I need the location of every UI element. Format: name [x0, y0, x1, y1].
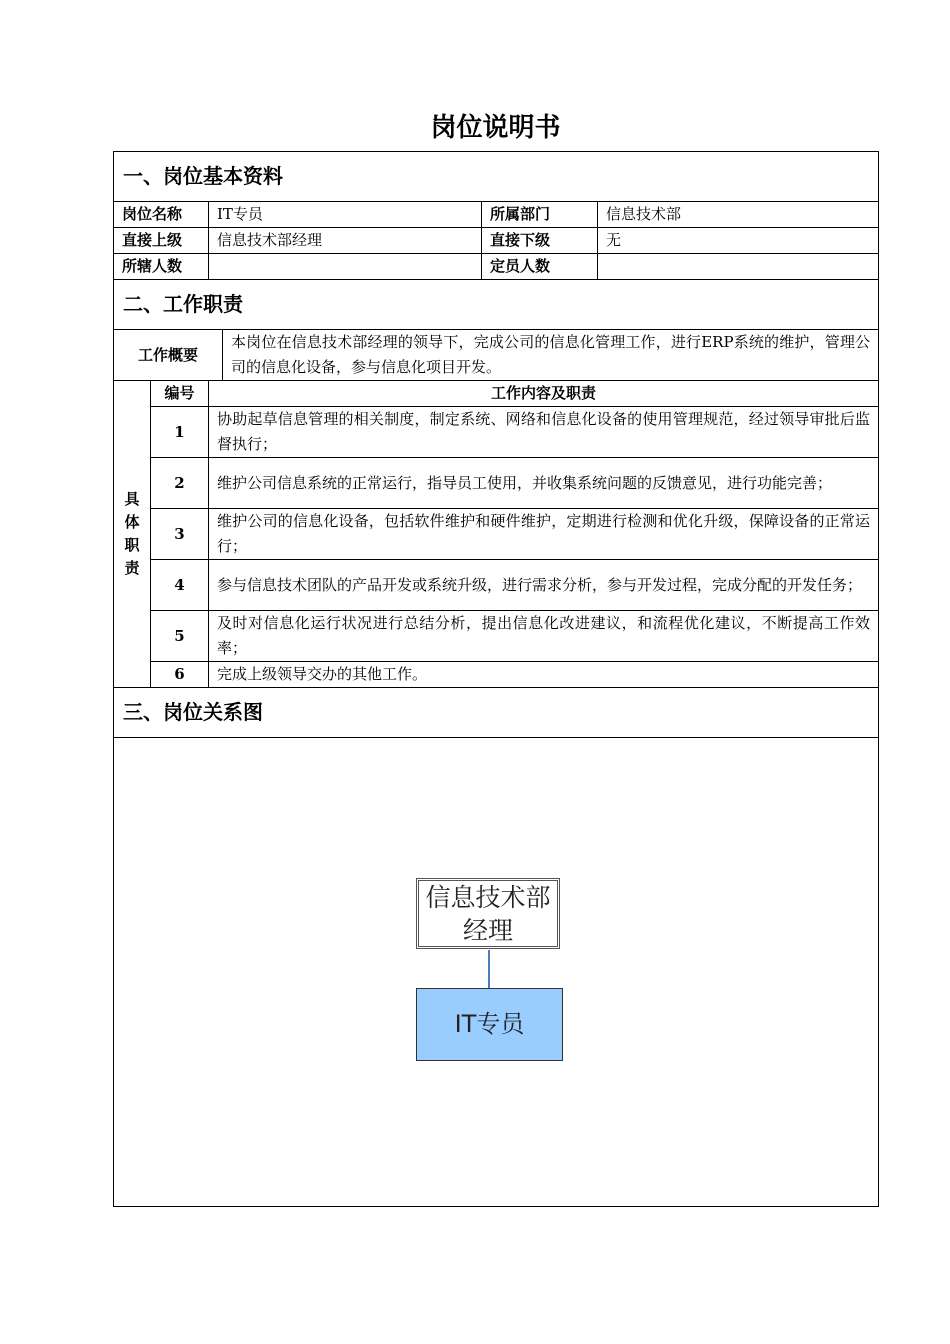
summary-label: 工作概要: [114, 330, 223, 381]
duties-label-char: 职: [124, 536, 140, 554]
table-row: [114, 662, 879, 688]
table-row: [114, 611, 879, 662]
relationship-diagram-cell: [114, 738, 879, 1207]
table-row: [114, 407, 879, 458]
table-row: [114, 509, 879, 560]
info-row-1: [114, 202, 879, 228]
value-staffing-quota: [598, 254, 879, 280]
column-header-number: 编号: [151, 381, 209, 407]
value-direct-subordinate: 无: [598, 228, 879, 254]
duty-number: 4: [151, 560, 209, 611]
label-direct-subordinate: 直接下级: [482, 228, 598, 254]
section1-heading: 一、岗位基本资料: [114, 152, 879, 202]
duties-label-char: 责: [124, 559, 140, 577]
duties-label-char: 具: [124, 490, 140, 508]
label-position-name: 岗位名称: [114, 202, 209, 228]
summary-row: [114, 330, 879, 381]
info-row-3: [114, 254, 879, 280]
value-position-name: IT专员: [209, 202, 482, 228]
duty-number: 6: [151, 662, 209, 688]
relationship-diagram: [114, 738, 879, 1206]
diagram-row: [114, 738, 879, 1207]
duty-text: 协助起草信息管理的相关制度，制定系统、网络和信息化设备的使用管理规范，经过领导审批后监督执行；: [209, 407, 879, 458]
info-row-2: [114, 228, 879, 254]
duty-number: 1: [151, 407, 209, 458]
column-header-content: 工作内容及职责: [209, 381, 879, 407]
table-row: [114, 458, 879, 509]
section3-heading: 三、岗位关系图: [114, 688, 879, 738]
duty-text: 维护公司信息系统的正常运行，指导员工使用，并收集系统问题的反馈意见，进行功能完善；: [209, 458, 879, 509]
value-direct-superior: 信息技术部经理: [209, 228, 482, 254]
superior-box-line2: 经理: [462, 915, 513, 945]
table-row: [114, 560, 879, 611]
label-department: 所属部门: [482, 202, 598, 228]
page-title: 岗位说明书: [430, 113, 561, 143]
section2-heading: 二、工作职责: [114, 280, 879, 330]
duty-text: 维护公司的信息化设备，包括软件维护和硬件维护，定期进行检测和优化升级，保障设备的正常运行；: [209, 509, 879, 560]
position-box: [416, 988, 563, 1061]
duty-text: 参与信息技术团队的产品开发或系统升级，进行需求分析，参与开发过程，完成分配的开发任务；: [209, 560, 879, 611]
job-description-table: [113, 151, 879, 1207]
value-department: 信息技术部: [598, 202, 879, 228]
label-staffing-quota: 定员人数: [482, 254, 598, 280]
duties-header-row: [114, 381, 879, 407]
summary-text: 本岗位在信息技术部经理的领导下，完成公司的信息化管理工作，进行ERP系统的维护，管理公司的信息化设备，参与信息化项目开发。: [223, 330, 879, 381]
duty-text: 及时对信息化运行状况进行总结分析，提出信息化改进建议，和流程优化建议，不断提高工作效率；: [209, 611, 879, 662]
duty-number: 2: [151, 458, 209, 509]
duty-number: 5: [151, 611, 209, 662]
superior-box: [416, 878, 560, 949]
duty-number: 3: [151, 509, 209, 560]
duties-label-char: 体: [124, 513, 140, 531]
connector-line: [488, 950, 490, 988]
position-box-label: IT专员: [454, 1010, 525, 1038]
duty-text: 完成上级领导交办的其他工作。: [209, 662, 879, 688]
value-headcount-managed: [209, 254, 482, 280]
superior-box-line1: 信息技术部: [425, 882, 551, 912]
label-direct-superior: 直接上级: [114, 228, 209, 254]
label-headcount-managed: 所辖人数: [114, 254, 209, 280]
duties-vertical-label: [114, 381, 151, 688]
